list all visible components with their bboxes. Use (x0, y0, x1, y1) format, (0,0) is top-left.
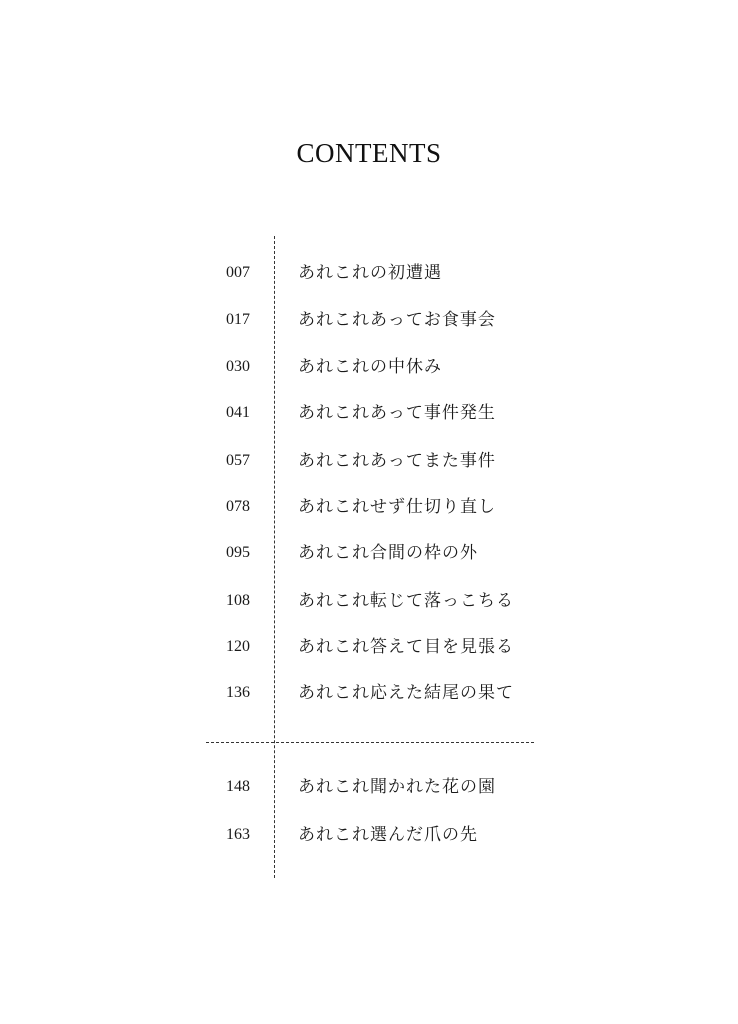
toc-page-number: 030 (226, 358, 250, 375)
toc-chapter-title: あれこれ答えて目を見張る (298, 637, 514, 657)
toc-entry[interactable] (0, 678, 738, 708)
toc-page-number: 007 (226, 264, 250, 281)
toc-entry[interactable] (0, 772, 738, 802)
toc-entry[interactable] (0, 586, 738, 616)
toc-chapter-title: あれこれあってお食事会 (298, 310, 496, 330)
toc-page-number: 136 (226, 684, 250, 701)
contents-heading: CONTENTS (296, 138, 442, 168)
toc-entry[interactable] (0, 632, 738, 662)
toc-page-number: 120 (226, 638, 250, 655)
toc-chapter-title: あれこれ応えた結尾の果て (298, 683, 514, 703)
horizontal-divider (206, 742, 534, 743)
toc-entry[interactable] (0, 258, 738, 288)
toc-chapter-title: あれこれせず仕切り直し (298, 497, 496, 517)
toc-page-number: 148 (226, 778, 250, 795)
toc-page-number: 163 (226, 826, 250, 843)
toc-entry[interactable] (0, 352, 738, 382)
toc-chapter-title: あれこれの初遭遇 (298, 263, 442, 283)
toc-chapter-title: あれこれあってまた事件 (298, 451, 496, 471)
toc-page-number: 057 (226, 452, 250, 469)
toc-entry[interactable] (0, 538, 738, 568)
toc-entry[interactable] (0, 398, 738, 428)
toc-chapter-title: あれこれ合間の枠の外 (298, 543, 478, 563)
toc-page-number: 095 (226, 544, 250, 561)
toc-entry[interactable] (0, 305, 738, 335)
toc-chapter-title: あれこれの中休み (298, 357, 442, 377)
toc-chapter-title: あれこれ聞かれた花の園 (298, 777, 496, 797)
toc-chapter-title: あれこれ選んだ爪の先 (298, 825, 478, 845)
toc-chapter-title: あれこれあって事件発生 (298, 403, 496, 423)
toc-entry[interactable] (0, 820, 738, 850)
toc-entry[interactable] (0, 492, 738, 522)
toc-page-number: 108 (226, 592, 250, 609)
toc-page-number: 078 (226, 498, 250, 515)
toc-page-number: 017 (226, 311, 250, 328)
toc-chapter-title: あれこれ転じて落っこちる (298, 591, 514, 611)
toc-page-number: 041 (226, 404, 250, 421)
toc-entry[interactable] (0, 446, 738, 476)
